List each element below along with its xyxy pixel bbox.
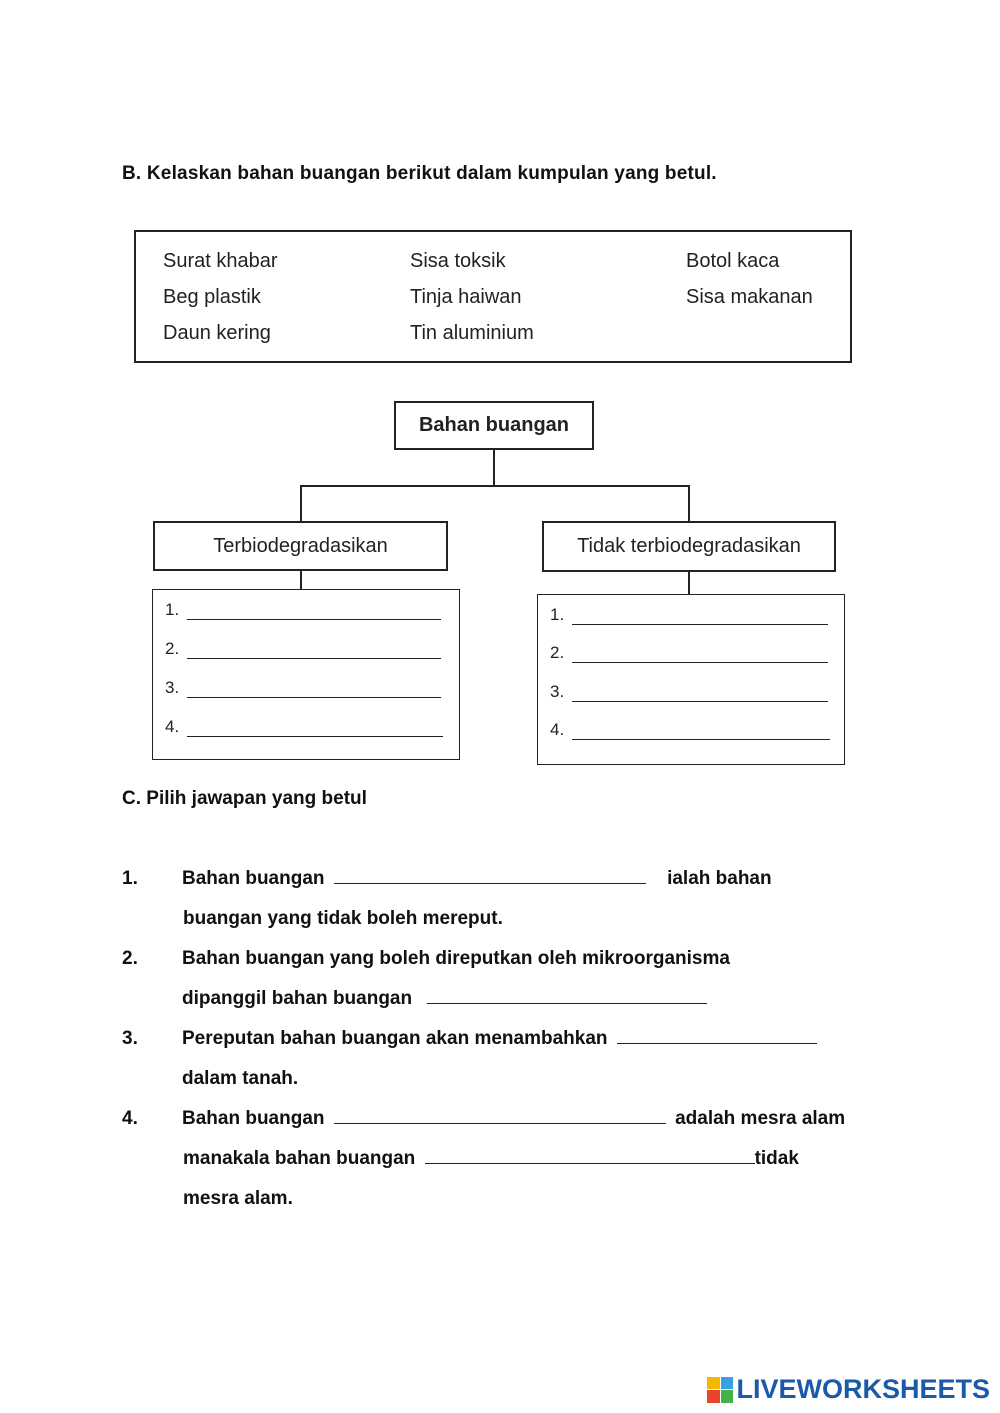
answer-blank[interactable] — [572, 685, 828, 702]
answer-blank[interactable] — [427, 989, 707, 1004]
answer-row[interactable]: 3. — [550, 682, 828, 702]
word-item: Daun kering — [163, 322, 271, 344]
connector-line — [300, 571, 302, 590]
liveworksheets-brand — [707, 1374, 990, 1405]
word-item: Surat khabar — [163, 250, 278, 272]
answer-row[interactable]: 3. — [165, 678, 441, 698]
question-line: Bahan buangan adalah mesra alam — [182, 1108, 846, 1129]
left-answer-box — [152, 589, 460, 760]
question-line: mesra alam. — [183, 1188, 293, 1209]
connector-line — [688, 572, 690, 594]
answer-blank[interactable] — [572, 646, 828, 663]
question-line: dipanggil bahan buangan — [182, 988, 707, 1010]
answer-row[interactable]: 4. — [550, 720, 830, 740]
answer-blank[interactable] — [187, 681, 441, 698]
liveworksheets-logo-icon — [707, 1377, 733, 1403]
answer-blank[interactable] — [572, 608, 828, 625]
word-bank-box — [134, 230, 852, 363]
question-number: 4. — [122, 1108, 138, 1129]
answer-blank[interactable] — [425, 1149, 755, 1164]
question-line: Pereputan bahan buangan akan menambahkan — [182, 1028, 817, 1050]
word-item: Sisa toksik — [410, 250, 506, 272]
connector-line — [688, 485, 690, 522]
answer-row[interactable]: 2. — [550, 643, 828, 663]
question-line: Bahan buangan ialah bahan — [182, 868, 772, 889]
tree-root-box: Bahan buangan — [394, 401, 594, 450]
connector-line — [300, 485, 302, 522]
question-number: 2. — [122, 948, 138, 969]
word-item: Beg plastik — [163, 286, 261, 308]
connector-line — [493, 450, 495, 486]
question-number: 1. — [122, 868, 138, 889]
answer-blank[interactable] — [617, 1029, 817, 1044]
question-number: 3. — [122, 1028, 138, 1049]
word-item: Botol kaca — [686, 250, 780, 272]
question-line: Bahan buangan yang boleh direputkan oleh mikroorganisma — [182, 948, 730, 969]
brand-text: LIVEWORKSHEETS — [736, 1374, 990, 1404]
answer-blank[interactable] — [187, 642, 441, 659]
answer-row[interactable]: 2. — [165, 639, 441, 659]
answer-row[interactable]: 1. — [165, 600, 441, 620]
answer-blank[interactable] — [572, 723, 830, 740]
question-line: dalam tanah. — [182, 1068, 299, 1089]
question-line: buangan yang tidak boleh mereput. — [183, 908, 503, 929]
question-line: manakala bahan buangan tidak — [183, 1148, 799, 1169]
section-c-heading: C. Pilih jawapan yang betul — [122, 788, 367, 809]
answer-row[interactable]: 1. — [550, 605, 828, 625]
answer-blank[interactable] — [187, 720, 443, 737]
word-item: Tinja haiwan — [410, 286, 522, 308]
answer-blank[interactable] — [187, 603, 441, 620]
answer-row[interactable]: 4. — [165, 717, 443, 737]
word-item: Tin aluminium — [410, 322, 534, 344]
connector-line — [300, 485, 690, 487]
answer-blank[interactable] — [334, 1109, 666, 1124]
right-answer-box — [537, 594, 845, 765]
word-item: Sisa makanan — [686, 286, 813, 308]
section-b-heading: B. Kelaskan bahan buangan berikut dalam kumpulan yang betul. — [122, 163, 717, 184]
answer-blank[interactable] — [334, 869, 646, 884]
tree-right-box: Tidak terbiodegradasikan — [542, 521, 836, 572]
tree-left-box: Terbiodegradasikan — [153, 521, 448, 571]
